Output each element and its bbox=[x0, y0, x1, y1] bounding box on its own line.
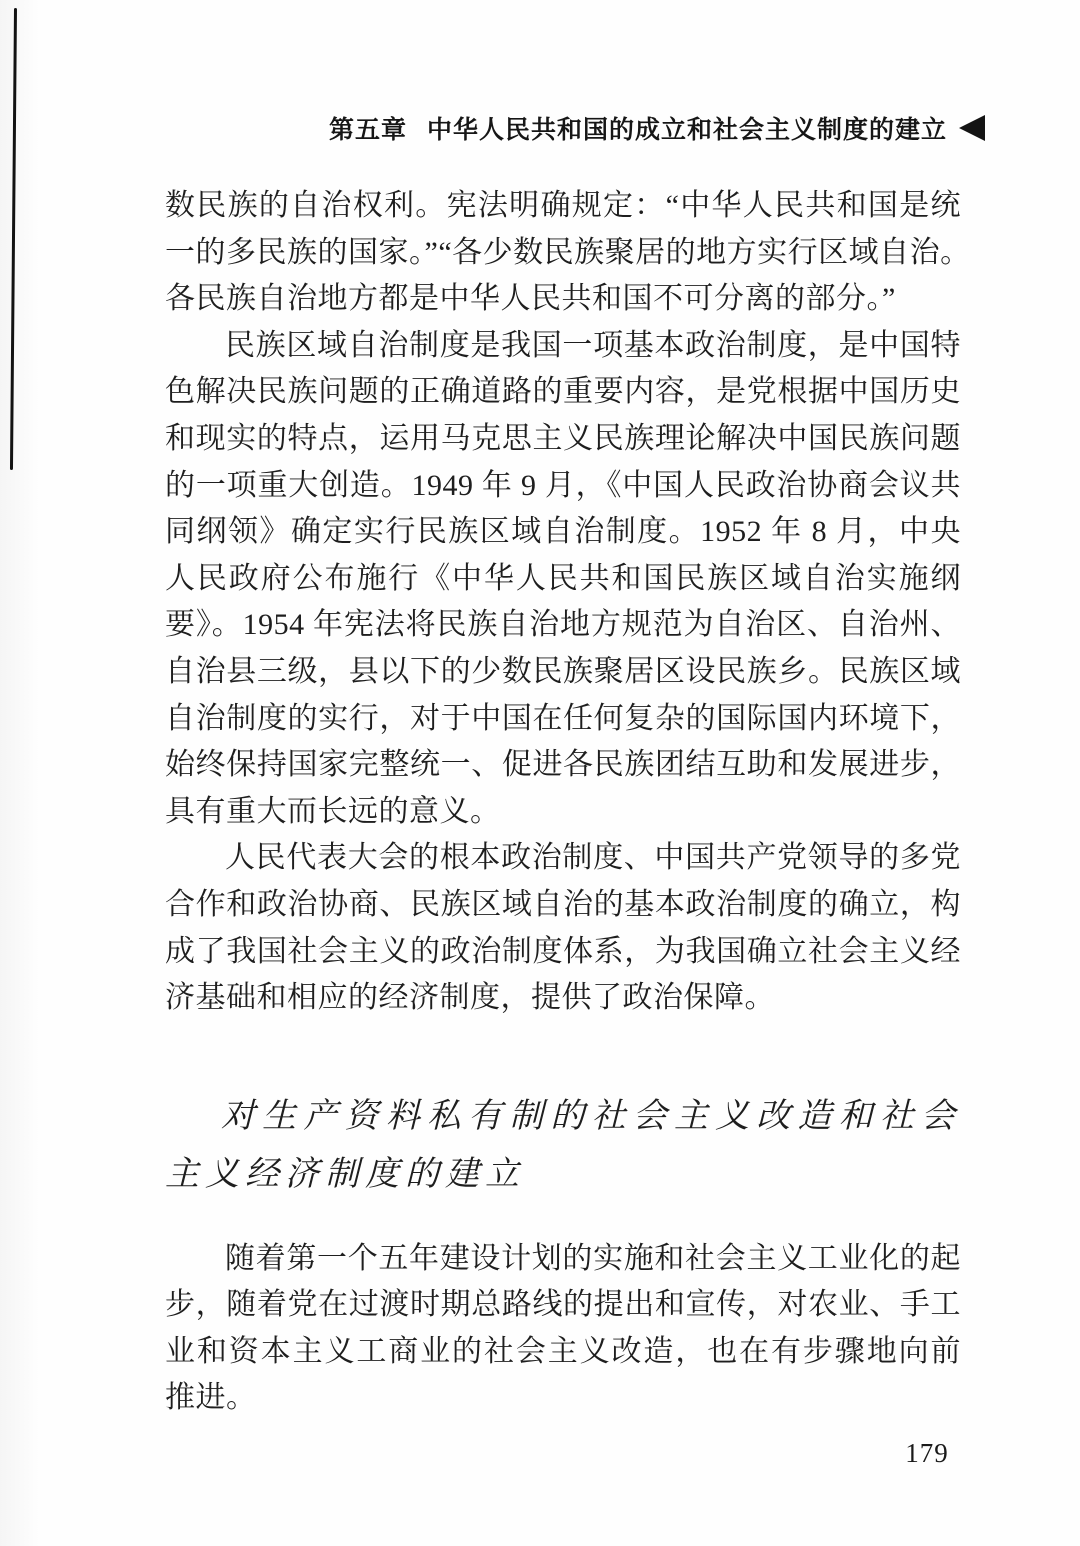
scan-binding-line bbox=[10, 8, 17, 470]
text-line: 始终保持国家完整统一、促进各民族团结互助和发展进步， bbox=[165, 748, 961, 782]
text-line: 数民族的自治权利。宪法明确规定：“中华人民共和国是统 bbox=[165, 189, 961, 222]
left-triangle-icon bbox=[959, 115, 985, 141]
text-line: 步，随着党在过渡时期总路线的提出和宣传，对农业、手工 bbox=[165, 1288, 961, 1322]
paragraph-3 bbox=[165, 835, 961, 1021]
chapter-title: 中华人民共和国的成立和社会主义制度的建立 bbox=[426, 116, 947, 144]
text-line: 成了我国社会主义的政治制度体系，为我国确立社会主义经 bbox=[165, 934, 961, 968]
page-number: 179 bbox=[905, 1438, 949, 1468]
text-line: 随着第一个五年建设计划的实施和社会主义工业化的起 bbox=[225, 1241, 961, 1275]
text-line: 自治县三级，县以下的少数民族聚居区设民族乡。民族区域 bbox=[165, 654, 961, 688]
text-line: 济基础和相应的经济制度，提供了政治保障。 bbox=[165, 981, 775, 1015]
scan-edge-shade bbox=[0, 0, 40, 1546]
text-line: 具有重大而长远的意义。 bbox=[165, 794, 501, 828]
paragraph-4 bbox=[165, 1236, 961, 1422]
running-header bbox=[329, 110, 985, 146]
text-line: 和现实的特点，运用马克思主义民族理论解决中国民族问题 bbox=[165, 421, 961, 455]
text-line: 人民代表大会的根本政治制度、中国共产党领导的多党 bbox=[225, 841, 961, 875]
text-line: 推进。 bbox=[165, 1381, 257, 1415]
text-line: 一的多民族的国家。”“各少数民族聚居的地方实行区域自治。 bbox=[165, 235, 971, 269]
text-line: 色解决民族问题的正确道路的重要内容，是党根据中国历史 bbox=[165, 375, 961, 409]
text-line: 各民族自治地方都是中华人民共和国不可分离的部分。” bbox=[165, 282, 896, 316]
paragraph-2 bbox=[165, 323, 961, 836]
body-text bbox=[165, 183, 971, 1422]
text-line: 自治制度的实行，对于中国在任何复杂的国际国内环境下， bbox=[165, 701, 961, 735]
chapter-label: 第五章 bbox=[328, 116, 407, 144]
section-heading-line: 对生产资料私有制的社会主义改造和社会 bbox=[221, 1097, 961, 1135]
text-line: 的一项重大创造。1949 年 9 月，《中国人民政治协商会议共 bbox=[165, 468, 961, 502]
text-line: 人民政府公布施行《中华人民共和国民族区域自治实施纲 bbox=[165, 561, 961, 595]
text-line: 合作和政治协商、民族区域自治的基本政治制度的确立，构 bbox=[165, 887, 961, 921]
text-line: 业和资本主义工商业的社会主义改造，也在有步骤地向前 bbox=[165, 1334, 961, 1368]
section-heading bbox=[165, 1088, 961, 1204]
section-heading-line: 主义经济制度的建立 bbox=[165, 1155, 525, 1193]
paragraph-1 bbox=[165, 183, 971, 323]
text-line: 民族区域自治制度是我国一项基本政治制度，是中国特 bbox=[225, 328, 961, 362]
text-line: 要》。1954 年宪法将民族自治地方规范为自治区、自治州、 bbox=[165, 608, 961, 642]
text-line: 同纲领》确定实行民族区域自治制度。1952 年 8 月，中央 bbox=[165, 515, 961, 549]
